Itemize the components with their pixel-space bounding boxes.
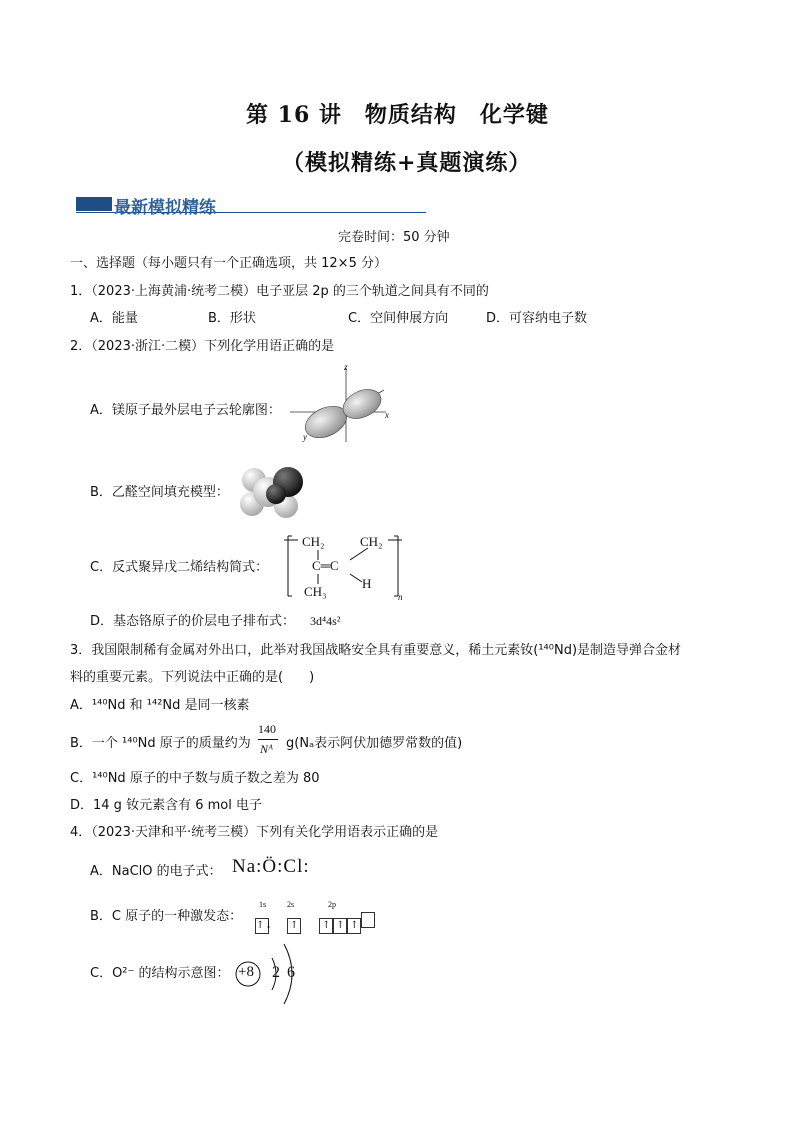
- q1-stem: 1．（2023·上海黄浦·统考二模）电子亚层 2p 的三个轨道之间具有不同的: [70, 284, 489, 299]
- ion-shell-1: 2: [272, 964, 280, 981]
- ion-shell-2: 6: [287, 964, 295, 981]
- q3-fraction-bar: [258, 739, 278, 740]
- q3-option-b-pre: B．一个 ¹⁴⁰Nd 原子的质量约为: [70, 736, 251, 751]
- poly-ch2-left: CH₂: [302, 534, 325, 549]
- ion-nucleus: +8: [238, 964, 254, 980]
- q3-option-b-post: g(Nₐ表示阿伏加德罗常数的值): [286, 736, 463, 751]
- q4-option-c: C．O²⁻ 的结构示意图：: [90, 966, 230, 981]
- q3-option-a: A．¹⁴⁰Nd 和 ¹⁴²Nd 是同一核素: [70, 698, 250, 713]
- axis-x-label: x: [385, 410, 389, 420]
- axis-y-label: y: [303, 432, 307, 442]
- orbital-box-1s: ↑↓: [255, 918, 269, 934]
- orbital-box-2p-2: ↑: [333, 918, 347, 934]
- q4-stem: 4．（2023·天津和平·统考三模）下列有关化学用语表示正确的是: [70, 825, 439, 840]
- poly-double-bond: C═C: [312, 558, 339, 573]
- q2-stem: 2．（2023·浙江·二模）下列化学用语正确的是: [70, 339, 335, 354]
- orbital-box-2p-1: ↑: [319, 918, 333, 934]
- orbital-boxes: [255, 912, 375, 934]
- p-orbital-diagram: [280, 360, 400, 444]
- orbital-2p-label: 2p: [328, 900, 336, 909]
- q3-fraction-denominator: Nᴬ: [260, 742, 273, 756]
- page-subtitle: （模拟精练+真题演练）: [282, 150, 532, 176]
- q2-option-c: C．反式聚异戊二烯结构简式：: [90, 560, 269, 575]
- orbital-box-2p-3: ↑: [347, 918, 361, 934]
- poly-h: H: [362, 576, 372, 591]
- q1-option-c: C．空间伸展方向: [348, 311, 449, 326]
- q2-option-d-formula: 3d⁴4s²: [310, 614, 341, 628]
- q2-option-d: D．基态铬原子的价层电子排布式：: [90, 614, 296, 629]
- part-heading: 一、选择题（每小题只有一个正确选项，共 12×5 分）: [70, 256, 387, 271]
- q2-option-a: A．镁原子最外层电子云轮廓图：: [90, 403, 281, 418]
- q4-electron-formula: Na:Ö:Cl:: [232, 856, 310, 877]
- page-title: 第 16 讲 物质结构 化学键: [246, 102, 549, 128]
- orbital-1s-label: 1s: [259, 900, 267, 909]
- acetaldehyde-model: [238, 464, 308, 520]
- axis-z-label: z: [344, 362, 348, 372]
- q1-option-a: A．能量: [90, 311, 138, 326]
- q3-option-d: D．14 g 钕元素含有 6 mol 电子: [70, 798, 262, 813]
- orbital-box-2p-4: [361, 912, 375, 928]
- poly-n: n: [398, 592, 403, 602]
- poly-ch2-right: CH₂: [360, 534, 383, 549]
- q3-stem-line2: 料的重要元素。下列说法中正确的是( ): [70, 670, 315, 685]
- orbital-2s-label: 2s: [287, 900, 295, 909]
- orbital-box-2s: ↑: [287, 918, 301, 934]
- time-note: 完卷时间：50 分钟: [338, 230, 450, 245]
- section-banner: 最新模拟精练: [114, 198, 216, 218]
- q4-option-b: B．C 原子的一种激发态：: [90, 909, 243, 924]
- poly-ch3: CH₃: [304, 584, 327, 599]
- q4-option-a: A．NaClO 的电子式：: [90, 864, 222, 879]
- q1-option-d: D．可容纳电子数: [486, 311, 588, 326]
- q3-option-c: C．¹⁴⁰Nd 原子的中子数与质子数之差为 80: [70, 771, 320, 786]
- q1-option-b: B．形状: [208, 311, 256, 326]
- q2-option-b: B．乙醛空间填充模型：: [90, 485, 229, 500]
- q3-stem-line1: 3．我国限制稀有金属对外出口，此举对我国战略安全具有重要意义，稀土元素钕(¹⁴⁰Nd)是制造导弹合金材: [70, 643, 682, 658]
- q3-fraction-numerator: 140: [258, 722, 276, 736]
- banner-arrow: [100, 197, 112, 211]
